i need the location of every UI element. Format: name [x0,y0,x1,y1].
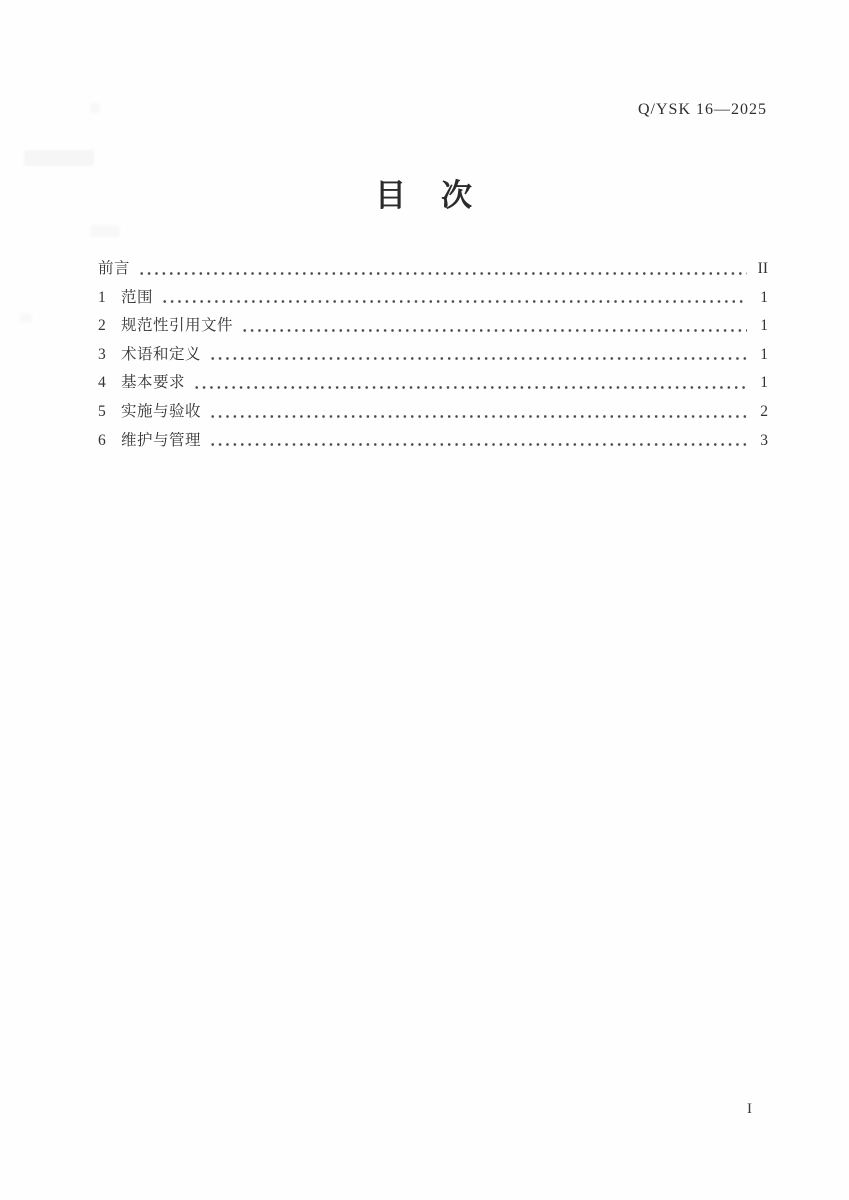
footer-page-number: I [747,1101,752,1117]
scan-artifact [24,150,94,166]
dot-leader [193,384,747,391]
toc-entry-label: 术语和定义 [121,345,202,363]
toc-entry-number: 3 [98,345,106,363]
toc-entry-number: 2 [98,317,106,335]
toc-entry-page: 2 [760,402,768,420]
toc-entry-number: 6 [98,431,106,449]
toc-entry-basic-requirements [98,370,768,399]
toc-entry-maintenance-management [98,428,768,457]
table-of-contents [98,256,768,456]
toc-entry-label: 实施与验收 [121,402,202,420]
scan-artifact [90,225,120,237]
dot-leader [209,441,747,448]
scan-artifact [20,313,32,323]
toc-entry-number: 1 [98,288,106,306]
dot-leader [209,355,747,362]
dot-leader [209,413,747,420]
toc-entry-label: 维护与管理 [121,431,202,449]
toc-entry-foreword [98,256,768,285]
toc-entry-number: 5 [98,402,106,420]
toc-entry-terms-definitions [98,342,768,371]
toc-entry-normative-references [98,313,768,342]
toc-entry-label: 范围 [121,288,154,306]
toc-entry-label: 前言 [98,260,131,277]
scan-artifact [90,103,100,113]
toc-entry-implementation-acceptance [98,399,768,428]
dot-leader [161,298,747,305]
toc-entry-label: 基本要求 [121,374,186,392]
toc-entry-scope [98,285,768,314]
toc-entry-label: 规范性引用文件 [121,317,234,335]
toc-entry-page: 1 [760,288,768,306]
dot-leader [241,327,747,334]
dot-leader [138,270,747,277]
standard-code-header: Q/YSK 16—2025 [637,101,767,118]
toc-entry-page: 3 [760,431,768,449]
toc-entry-page: 1 [760,345,768,363]
toc-entry-page: 1 [760,317,768,335]
toc-entry-number: 4 [98,374,106,392]
toc-entry-page: 1 [760,374,768,392]
toc-entry-page: II [757,260,768,277]
page-title: 目 次 [375,178,474,213]
